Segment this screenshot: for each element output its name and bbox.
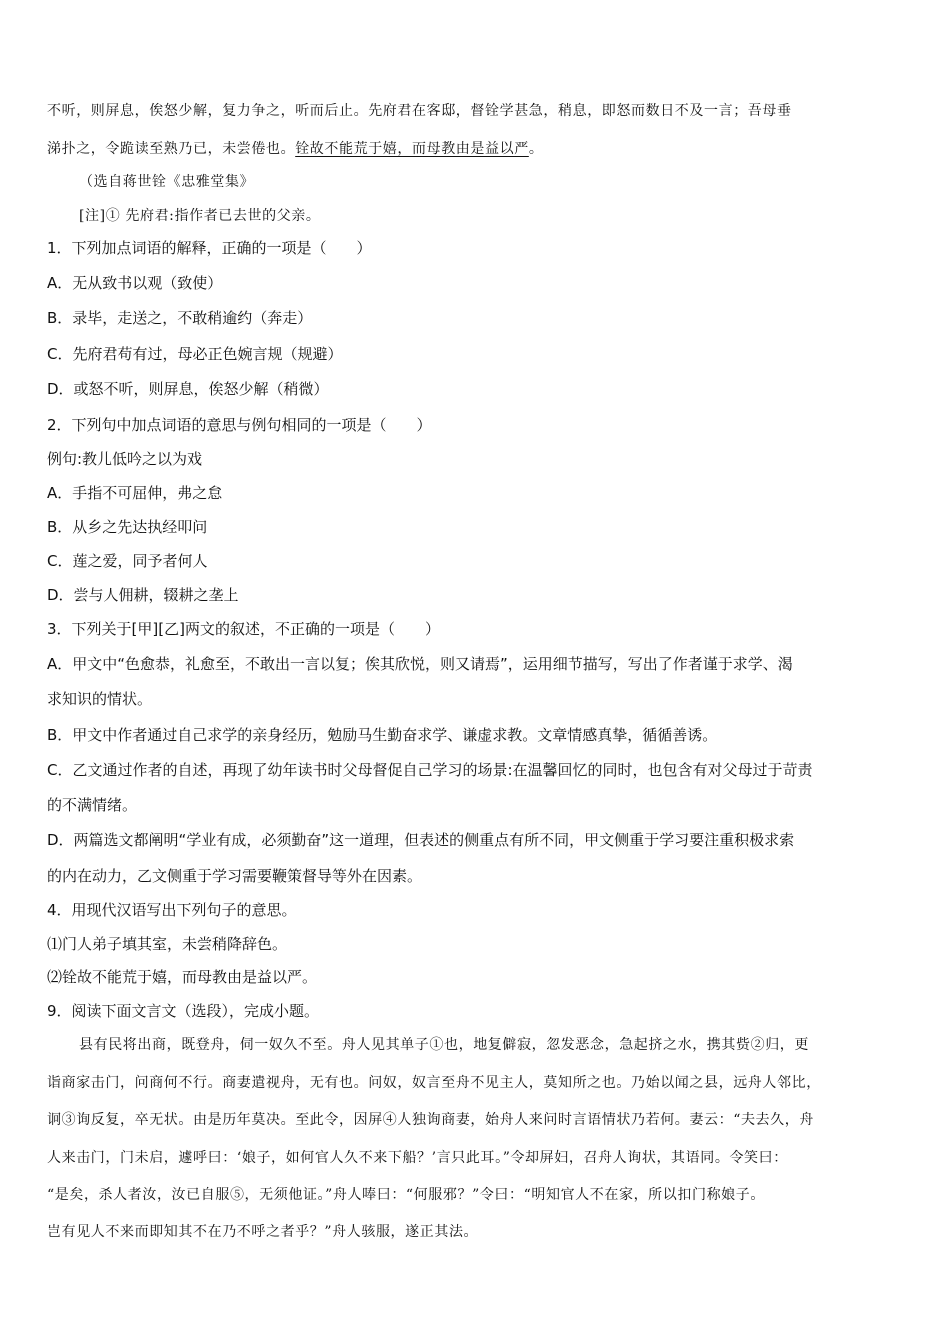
q1-option-b: B．录毕，走送之，不敢稍逾约（奔走） bbox=[47, 309, 313, 327]
q9-passage-line-3: 诇③询反复，卒无状。由是历年莫决。至此令，因屏④人独询商妻，始舟人来问时言语情状乃若何。妻云：“夫去久，舟 bbox=[47, 1112, 814, 1128]
q4-sentence-2: ⑵铨故不能荒于嬉，而母教由是益以严。 bbox=[47, 968, 318, 986]
q1-option-c: C．先府君苟有过，母必正色婉言规（规避） bbox=[47, 345, 343, 363]
question-2-stem: 2．下列句中加点词语的意思与例句相同的一项是（ ） bbox=[47, 416, 432, 434]
q3-option-a-line-2: 求知识的情状。 bbox=[47, 690, 153, 708]
q4-sentence-1: ⑴门人弟子填其室，未尝稍降辞色。 bbox=[47, 935, 288, 953]
q9-passage-line-4: 人来击门，门未启，遽呼曰：‘娘子，如何官人久不来下船？’言只此耳。”令却屏妇，召舟人询状，其语同。令笑曰： bbox=[47, 1150, 788, 1166]
q2-option-c: C．莲之爱，同予者何人 bbox=[47, 552, 208, 570]
q2-option-b: B．从乡之先达执经叩问 bbox=[47, 518, 208, 536]
annotation-note: [注]① 先府君:指作者已去世的父亲。 bbox=[79, 208, 321, 224]
q1-option-d: D．或怒不听，则屏息，俟怒少解（稍微） bbox=[47, 380, 329, 398]
q3-option-d-line-1: D．两篇选文都阐明“学业有成，必须勤奋”这一道理，但表述的侧重点有所不同，甲文侧重于学习要注重积极求索 bbox=[47, 831, 795, 849]
q3-option-b: B．甲文中作者通过自己求学的亲身经历，勉励马生勤奋求学、谦虚求教。文章情感真挚，循循善诱。 bbox=[47, 726, 718, 744]
q3-option-c-line-2: 的不满情绪。 bbox=[47, 796, 138, 814]
question-3-stem: 3．下列关于[甲][乙]两文的叙述，不正确的一项是（ ） bbox=[47, 620, 440, 638]
q9-passage-line-2: 诣商家击门，问商何不行。商妻遣视舟，无有也。问奴，奴言至舟不见主人，莫知所之也。乃始以闻之县，远舟人邻比， bbox=[47, 1075, 821, 1091]
passage-b-line-2-text: 涕扑之，令跪读至熟乃已，未尝倦也。 bbox=[47, 141, 296, 157]
q9-passage-line-5: “是矣，杀人者汝，汝已自服⑤，无须他证。”舟人唪曰：“何服邪？”令曰：“明知官人不在家，所以扣门称娘子。 bbox=[47, 1187, 765, 1203]
passage-b-line-2 bbox=[47, 139, 543, 159]
underlined-sentence: 铨故不能荒于嬉，而母教由是益以严 bbox=[295, 141, 529, 157]
question-1-stem: 1．下列加点词语的解释，正确的一项是（ ） bbox=[47, 239, 372, 257]
question-4-stem: 4．用现代汉语写出下列句子的意思。 bbox=[47, 901, 297, 919]
passage-b-line-2-end: 。 bbox=[528, 141, 544, 157]
q9-passage-line-1: 县有民将出商，既登舟，伺一奴久不至。舟人见其单子①也，地复僻寂，忽发恶念，急起挤之水，携其赀②归，更 bbox=[79, 1037, 809, 1053]
q9-passage-line-6: 岂有见人不来而即知其不在乃不呼之者乎？”舟人骇服，遂正其法。 bbox=[47, 1224, 479, 1240]
passage-b-line-1: 不听，则屏息，俟怒少解，复力争之，听而后止。先府君在客邸，督铨学甚急，稍息，即怒而数日不及一言；吾母垂 bbox=[47, 103, 792, 119]
question-9-stem: 9．阅读下面文言文（选段），完成小题。 bbox=[47, 1002, 320, 1020]
q2-example: 例句:教儿低吟之以为戏 bbox=[47, 450, 203, 468]
q3-option-d-line-2: 的内在动力，乙文侧重于学习需要鞭策督导等外在因素。 bbox=[47, 867, 423, 885]
q2-option-a: A．手指不可屈伸，弗之怠 bbox=[47, 484, 223, 502]
q2-option-d: D．尝与人佣耕，辍耕之垄上 bbox=[47, 586, 239, 604]
source-citation: （选自蒋世铨《忠雅堂集》 bbox=[79, 174, 255, 190]
q1-option-a: A．无从致书以观（致使） bbox=[47, 274, 223, 292]
q3-option-c-line-1: C．乙文通过作者的自述，再现了幼年读书时父母督促自己学习的场景:在温馨回忆的同时，也包含有对父母过于苛责 bbox=[47, 761, 813, 779]
q3-option-a-line-1: A．甲文中“色愈恭，礼愈至，不敢出一言以复；俟其欣悦，则又请焉”，运用细节描写，写出了作者谨于求学、渴 bbox=[47, 655, 793, 673]
